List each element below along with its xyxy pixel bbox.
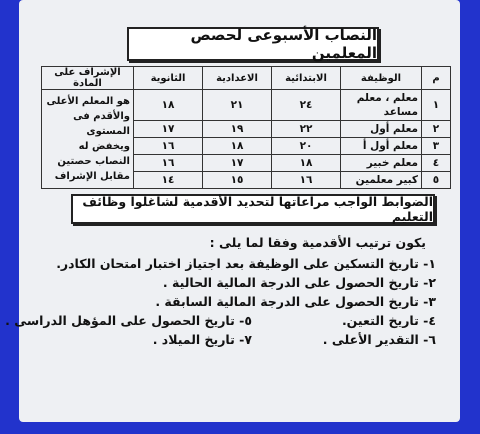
cell-preparatory: ١٧	[203, 155, 272, 172]
col-header-preparatory: الاعدادية	[203, 67, 272, 90]
cell-primary: ١٦	[272, 172, 341, 189]
cell-secondary: ١٧	[134, 121, 203, 138]
cell-preparatory: ٢١	[203, 90, 272, 121]
cell-preparatory: ١٨	[203, 138, 272, 155]
col-header-num: م	[422, 67, 451, 90]
cell-job: كبير معلمين	[341, 172, 422, 189]
rules-heading: الضوابط الواجب مراعاتها لتحديد الأقدمية لشاغلوا وظائف التعليم	[71, 194, 435, 224]
page-title: النصاب الأسبوعى لحصص المعلمين	[127, 27, 379, 61]
cell-num: ٣	[422, 138, 451, 155]
col-header-job: الوظيفة	[341, 67, 422, 90]
cell-preparatory: ١٥	[203, 172, 272, 189]
rule-item-1: ١- تاريخ التسكين على الوظيفة بعد اجتياز اختبار امتحان الكادر.	[56, 256, 436, 271]
cell-secondary: ١٦	[134, 155, 203, 172]
cell-secondary: ١٨	[134, 90, 203, 121]
cell-job: معلم خبير	[341, 155, 422, 172]
cell-job: معلم أول	[341, 121, 422, 138]
cell-primary: ١٨	[272, 155, 341, 172]
cell-primary: ٢٠	[272, 138, 341, 155]
cell-secondary: ١٤	[134, 172, 203, 189]
col-header-primary: الابتدائية	[272, 67, 341, 90]
cell-supervision-note: هو المعلم الأعلى والأقدم فى المستوى ويخفض له النصاب حصتين مقابل الإشراف	[42, 90, 134, 189]
cell-primary: ٢٢	[272, 121, 341, 138]
rule-item-7: ٧- تاريخ الميلاد .	[152, 332, 252, 347]
rule-item-5: ٥- تاريخ الحصول على المؤهل الدراسى .	[5, 313, 252, 328]
seniority-intro: يكون ترتيب الأقدمية وفقا لما يلى :	[209, 235, 426, 250]
cell-secondary: ١٦	[134, 138, 203, 155]
cell-num: ٥	[422, 172, 451, 189]
document-card	[5, 0, 460, 422]
rule-item-6: ٦- التقدير الأعلى .	[322, 332, 436, 347]
table-row	[42, 90, 451, 121]
rule-item-4: ٤- تاريخ التعين.	[341, 313, 436, 328]
cell-primary: ٢٤	[272, 90, 341, 121]
col-header-secondary: الثانوية	[134, 67, 203, 90]
cell-job: معلم أول أ	[341, 138, 422, 155]
rule-item-2: ٢- تاريخ الحصول على الدرجة المالية الحالية .	[162, 275, 436, 290]
cell-job: معلم ، معلم مساعد	[341, 90, 422, 121]
cell-num: ٤	[422, 155, 451, 172]
teaching-quota-table	[41, 66, 451, 189]
col-header-supervision: الإشراف على المادة	[42, 67, 134, 90]
table-header-row	[42, 67, 451, 90]
cell-preparatory: ١٩	[203, 121, 272, 138]
cell-num: ٢	[422, 121, 451, 138]
rule-item-3: ٣- تاريخ الحصول على الدرجة المالية السابقة .	[155, 294, 436, 309]
cell-num: ١	[422, 90, 451, 121]
